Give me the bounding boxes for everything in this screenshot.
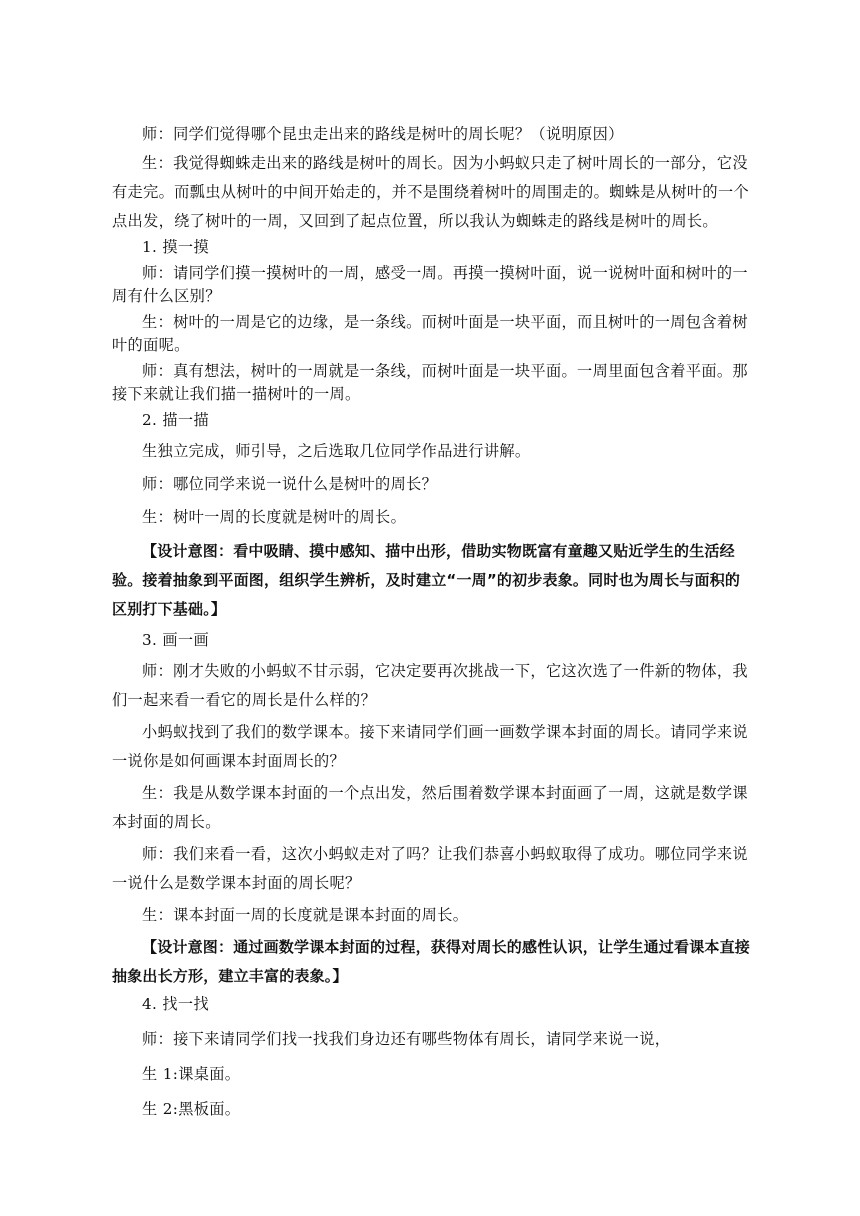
paragraph-independent-work: 生独立完成，师引导，之后选取几位同学作品进行讲解。 (142, 442, 531, 460)
document-page (112, 120, 752, 1123)
paragraph-teacher-touch: 师：请同学们摸一摸树叶的一周，感受一周。再摸一摸树叶面，说一说树叶面和树叶的一周有什么区别？ (112, 264, 748, 305)
section-heading-find: 4. 找一找 (142, 995, 209, 1013)
paragraph-student-1: 生 1:课桌面。 (142, 1065, 241, 1083)
paragraph-teacher-ask: 师：哪位同学来说一说什么是树叶的周长？ (142, 475, 438, 493)
paragraph-teacher-summary: 师：真有想法，树叶的一周就是一条线，而树叶面是一块平面。一周里面包含着平面。那接下来就让我们描一描树叶的一周。 (112, 362, 748, 403)
design-intent-note-1: 【设计意图：看中吸睛、摸中感知、描中出形，借助实物既富有童趣又贴近学生的生活经验。接着抽象到平面图，组织学生辨析，及时建立“一周”的初步表象。同时也为周长与面积的区别打下基础。】 (112, 542, 741, 618)
section-heading-trace: 2. 描一描 (142, 411, 209, 429)
paragraph-teacher-congrats: 师：我们来看一看，这次小蚂蚁走对了吗？让我们恭喜小蚂蚁取得了成功。哪位同学来说一说什么是数学课本封面的周长呢？ (112, 845, 748, 892)
section-heading-draw: 3. 画一画 (142, 631, 209, 649)
paragraph-student-answer: 生：我觉得蜘蛛走出来的路线是树叶的周长。因为小蚂蚁只走了树叶周长的一部分，它没有走完。而瓢虫从树叶的中间开始走的，并不是围绕着树叶的周围走的。蜘蛛是从树叶的一个点出发，绕了树叶的一周，又回到了起点位置，所以我认为蜘蛛走的路线是树叶的周长。 (112, 154, 750, 230)
paragraph-student-draw: 生：我是从数学课本封面的一个点出发，然后围着数学课本封面画了一周，这就是数学课本封面的周长。 (112, 784, 748, 831)
section-heading-touch: 1. 摸一摸 (142, 238, 209, 256)
paragraph-student-edge: 生：树叶的一周是它的边缘，是一条线。而树叶面是一块平面，而且树叶的一周包含着树叶的面呢。 (112, 313, 748, 354)
design-intent-note-2: 【设计意图：通过画数学课本封面的过程，获得对周长的感性认识，让学生通过看课本直接抽象出长方形，建立丰富的表象。】 (112, 938, 751, 985)
paragraph-student-2: 生 2:黑板面。 (142, 1100, 241, 1118)
paragraph-teacher-question: 师：同学们觉得哪个昆虫走出来的路线是树叶的周长呢？（说明原因） (142, 125, 624, 143)
paragraph-student-define: 生：树叶一周的长度就是树叶的周长。 (142, 508, 407, 526)
paragraph-teacher-find: 师：接下来请同学们找一找我们身边还有哪些物体有周长，请同学来说一说， (142, 1030, 671, 1048)
paragraph-textbook: 小蚂蚁找到了我们的数学课本。接下来请同学们画一画数学课本封面的周长。请同学来说一说你是如何画课本封面周长的？ (112, 723, 748, 770)
paragraph-teacher-challenge: 师：刚才失败的小蚂蚁不甘示弱，它决定要再次挑战一下，它这次选了一件新的物体，我们一起来看一看它的周长是什么样的？ (112, 662, 748, 709)
paragraph-student-cover: 生：课本封面一周的长度就是课本封面的周长。 (142, 906, 469, 924)
